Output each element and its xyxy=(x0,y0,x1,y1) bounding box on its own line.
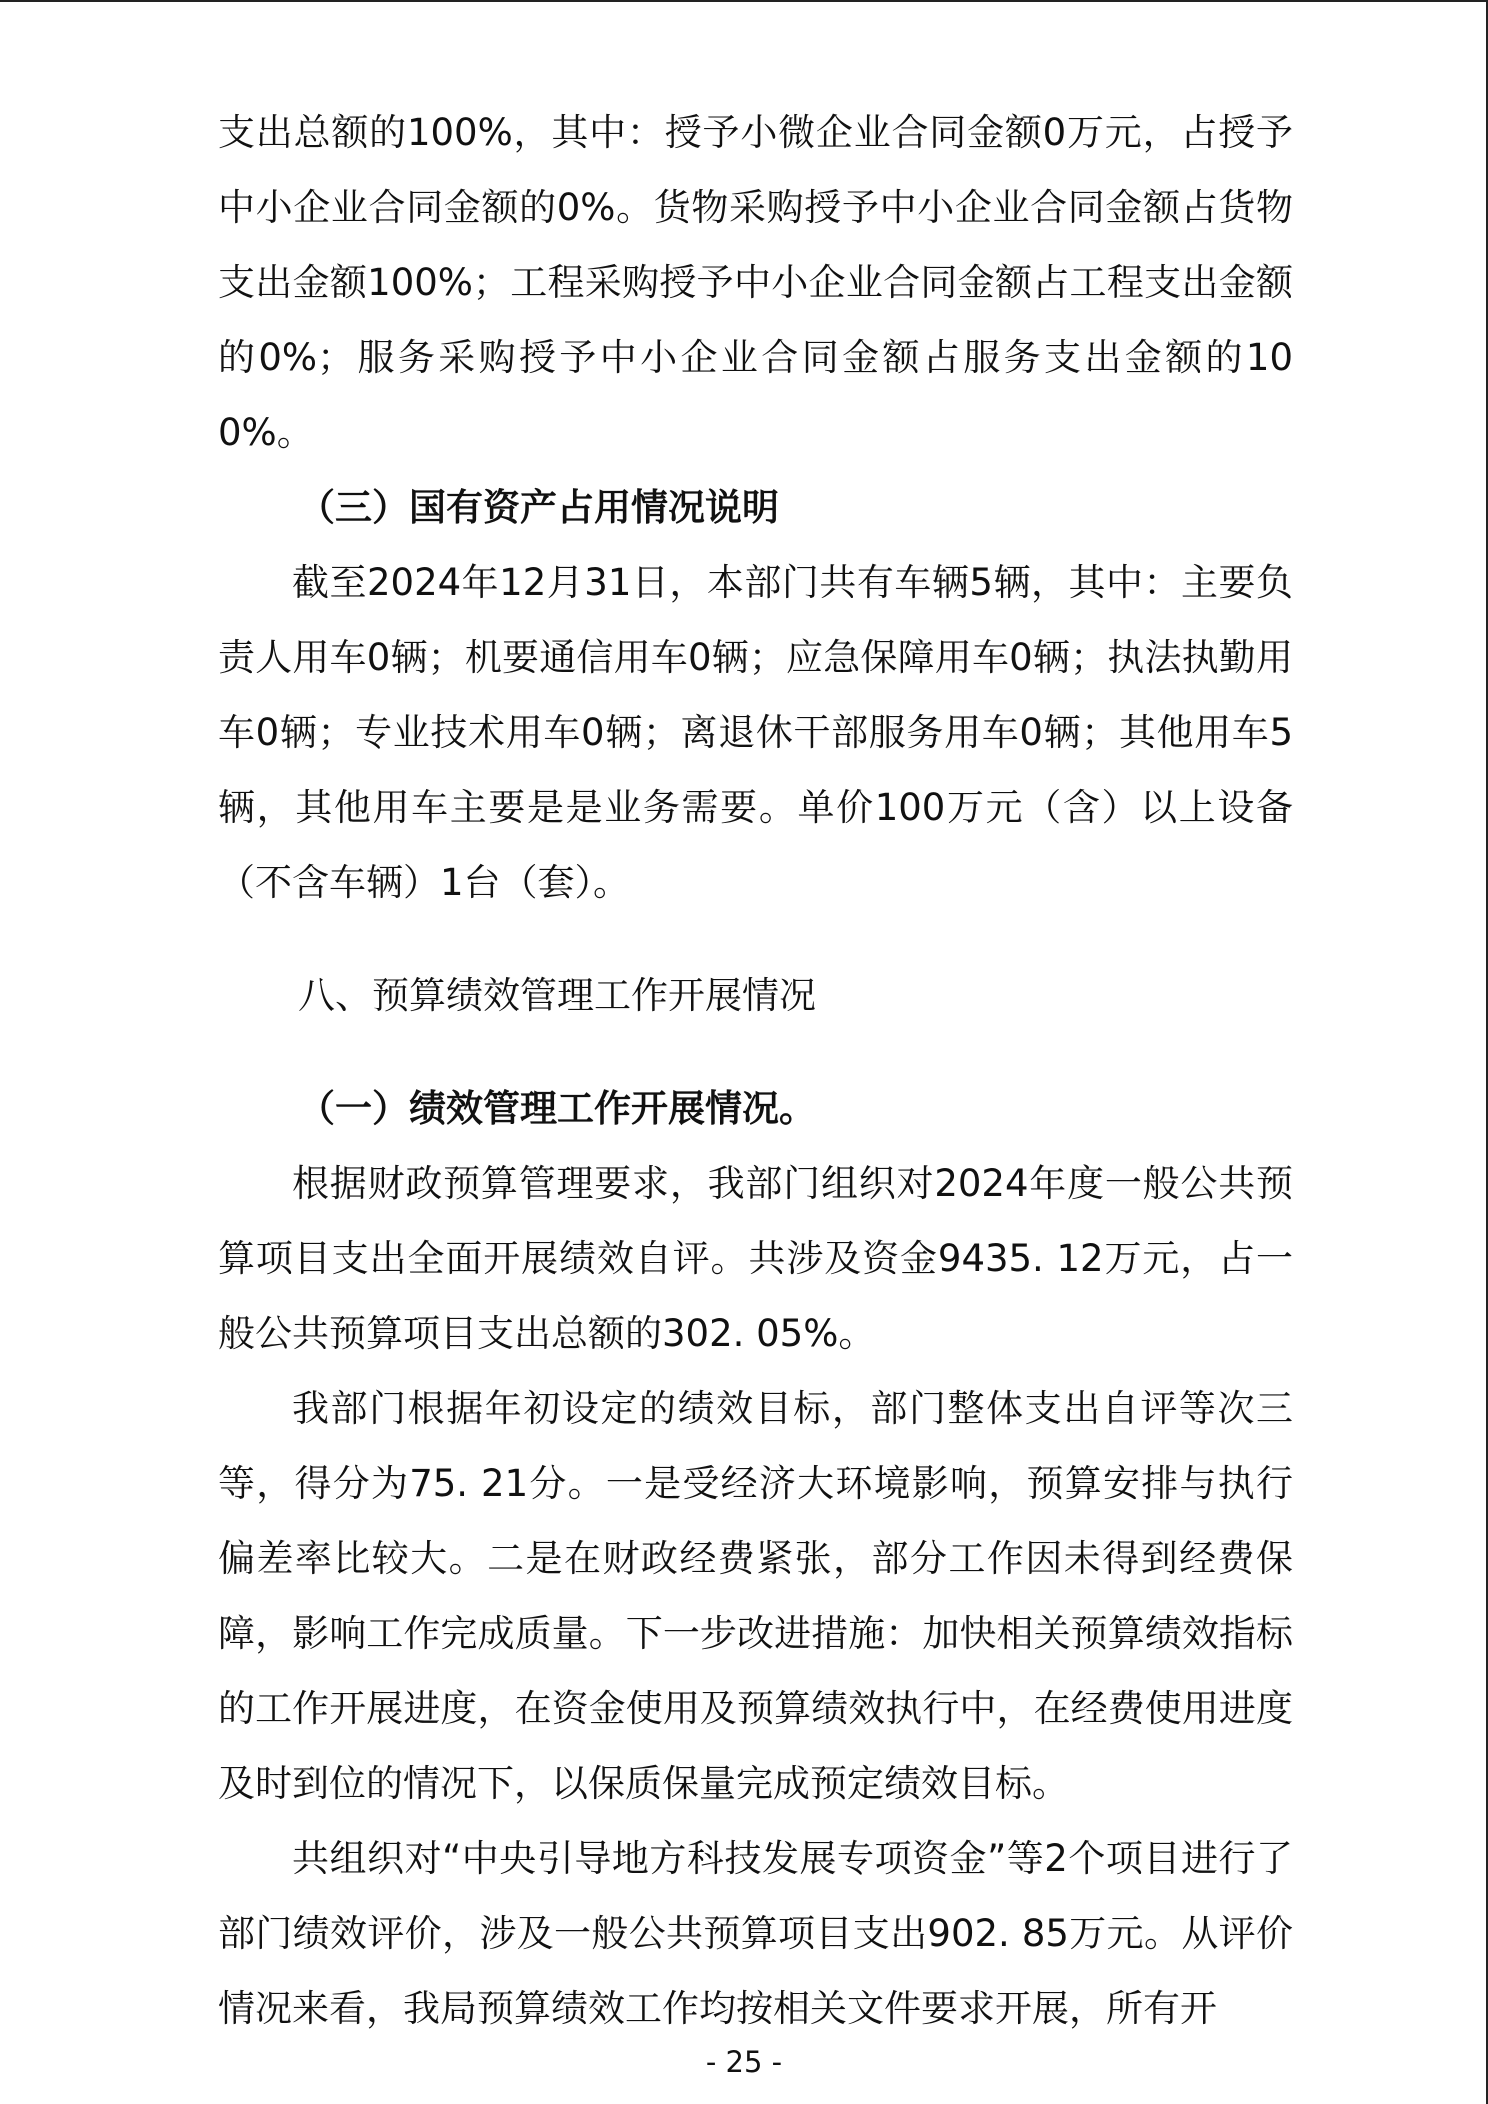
document-body xyxy=(218,95,1293,2046)
paragraph-vehicles: 截至2024年12月31日，本部门共有车辆5辆，其中：主要负责人用车0辆；机要通信用车0辆；应急保障用车0辆；执法执勤用车0辆；专业技术用车0辆；离退休干部服务用车0辆；其他用车5辆，其他用车主要是是业务需要。单价100万元（含）以上设备（不含车辆）1台（套）。 xyxy=(218,561,1293,904)
paragraph-self-evaluation: 根据财政预算管理要求，我部门组织对2024年度一般公共预算项目支出全面开展绩效自评。共涉及资金9435. 12万元，占一般公共预算项目支出总额的302. 05%。 xyxy=(218,1162,1293,1355)
chapter-heading-performance-management: 八、预算绩效管理工作开展情况 xyxy=(298,974,816,1017)
paragraph-overall-score: 我部门根据年初设定的绩效目标，部门整体支出自评等次三等，得分为75. 21分。一是受经济大环境影响，预算安排与执行偏差率比较大。二是在财政经费紧张，部分工作因未得到经费保障，影响工作完成质量。下一步改进措施：加快相关预算绩效指标的工作开展进度，在资金使用及预算绩效执行中，在经费使用进度及时到位的情况下，以保质保量完成预定绩效目标。 xyxy=(218,1387,1293,1805)
page-number: - 25 - xyxy=(705,2045,783,2079)
paragraph-project-evaluation: 共组织对“中央引导地方科技发展专项资金”等2个项目进行了部门绩效评价，涉及一般公共预算项目支出902. 85万元。从评价情况来看，我局预算绩效工作均按相关文件要求开展，所有开 xyxy=(218,1837,1293,2030)
spacer xyxy=(218,1033,1293,1071)
paragraph-sme-contracts: 支出总额的100%，其中：授予小微企业合同金额0万元，占授予中小企业合同金额的0%。货物采购授予中小企业合同金额占货物支出金额100%；工程采购授予中小企业合同金额占工程支出金额的0%；服务采购授予中小企业合同金额占服务支出金额的100%。 xyxy=(218,111,1293,454)
section-heading-state-assets: （三）国有资产占用情况说明 xyxy=(298,486,779,529)
section-heading-performance-work: （一）绩效管理工作开展情况。 xyxy=(298,1087,816,1130)
spacer xyxy=(218,920,1293,958)
page-top-border xyxy=(0,0,1488,2)
